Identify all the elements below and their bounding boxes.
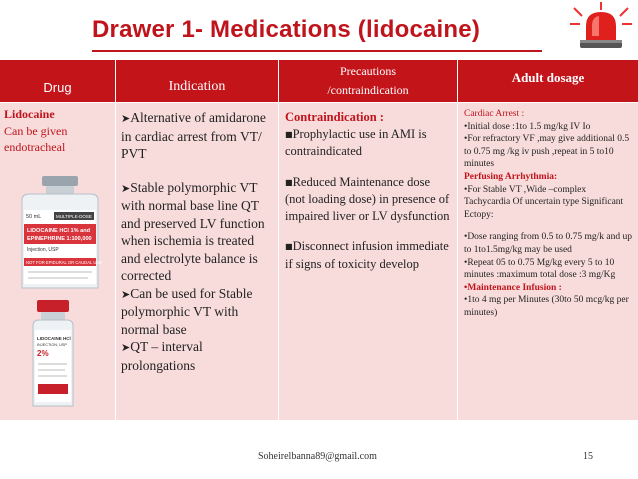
page-number: 15 [583, 451, 593, 462]
vial-drug-line4: NOT FOR EPIDURAL OR CAUDAL USE [26, 260, 102, 265]
header-indication: Indication [116, 60, 278, 102]
indication-item [121, 338, 274, 374]
indication-list [116, 103, 278, 374]
indication-text: QT – interval prolongations [121, 339, 203, 373]
drug-name: Lidocaine [4, 107, 55, 121]
checkmark-icon: ➤ [121, 112, 131, 125]
dosage-list [458, 103, 638, 320]
lidocaine-vial-image [8, 176, 112, 290]
checkmark-icon: ➤ [121, 341, 131, 354]
slide-title: Drawer 1- Medications (lidocaine) [92, 16, 481, 43]
dosage-cell [458, 103, 638, 420]
precaution-item [285, 109, 453, 160]
dosage-line: •For Stable VT ,Wide –complex Tachycardia Of uncertain type Significant Ectopy: [464, 184, 624, 220]
maintenance-heading: •Maintenance Infusion : [464, 282, 562, 293]
checkmark-icon: ➤ [121, 287, 131, 301]
header-precautions [279, 60, 457, 102]
indication-item [121, 109, 274, 163]
header-drug: Drug [0, 60, 115, 102]
precaution-item [285, 238, 453, 272]
precaution-item [285, 174, 453, 225]
bullet-icon: ■ [285, 129, 293, 139]
precautions-cell [279, 103, 457, 420]
siren-icon [566, 2, 636, 52]
checkmark-icon: ➤ [121, 181, 131, 195]
vial-drug-line3: Injection, USP [27, 247, 59, 253]
vial-drug-line2: EPINEPHRINE 1:100,000 [27, 236, 92, 242]
precaution-text: Prophylactic use in AMI is contraindicated [285, 126, 427, 158]
bullet-icon: ■ [285, 177, 293, 187]
header-precautions-line2: /contraindication [327, 83, 409, 97]
perfusing-heading: Perfusing Arrhythmia: [464, 171, 558, 182]
indication-cell [116, 103, 278, 420]
vial-multidose-label: MULTIPLE-DOSE [56, 214, 92, 219]
cardiac-arrest-heading: Cardiac Arrest : [464, 109, 525, 119]
dosage-line: •Dose ranging from 0.5 to 0.75 mg/k and up to 1to1.5mg/kg may be used [464, 232, 632, 255]
header-dosage: Adult dosage [458, 60, 638, 102]
dosage-line: •Repeat 05 to 0.75 Mg/kg every 5 to 10 minutes :maximum total dose :3 mg/Kg [464, 257, 616, 281]
dosage-line: •For refractory VF ,may give additional 0.5 to 0.75 mg /kg iv push ,repeat in 5 to10 minutes [464, 134, 630, 170]
small-vial-line3: 2% [37, 349, 49, 358]
small-vial-line2: INJECTION, USP [37, 343, 67, 347]
indication-text: Alternative of amidarone in cardiac arrest from VT/ PVT [121, 110, 266, 161]
indication-text: Can be used for Stable polymorphic VT with normal base [121, 285, 253, 337]
precaution-text: Disconnect infusion immediate if signs of toxicity develop [285, 239, 449, 271]
indication-item [121, 285, 274, 339]
vial-volume-label: 50 mL [26, 214, 42, 220]
precaution-text: Reduced Maintenance dose (not loading dose) in presence of impaired liver or LV dysfunction [285, 174, 450, 223]
header-precautions-line1: Precautions [340, 64, 396, 78]
drug-note: Can be given endotracheal [4, 124, 68, 154]
dosage-line: •Initial dose :1to 1.5 mg/kg IV Io [464, 121, 591, 132]
lidocaine-small-vial-image [27, 300, 79, 408]
maintenance-line: •1to 4 mg per Minutes (30to 50 mcg/kg per minutes) [464, 295, 629, 318]
footer-email: Soheirelbanna89@gmail.com [258, 451, 377, 462]
small-vial-line1: LIDOCAINE HCl [37, 336, 71, 341]
precautions-heading: Contraindication : [285, 110, 384, 124]
vial-drug-line1: LIDOCAINE HCl 1% and [27, 228, 91, 234]
precautions-list [279, 103, 457, 272]
bullet-icon: ■ [285, 242, 293, 251]
indication-text: Stable polymorphic VT with normal base line QT and preserved LV function when ischemia is treated and electrolyte balance is corrected [121, 179, 265, 283]
title-underline [92, 50, 542, 52]
indication-item [121, 179, 274, 285]
